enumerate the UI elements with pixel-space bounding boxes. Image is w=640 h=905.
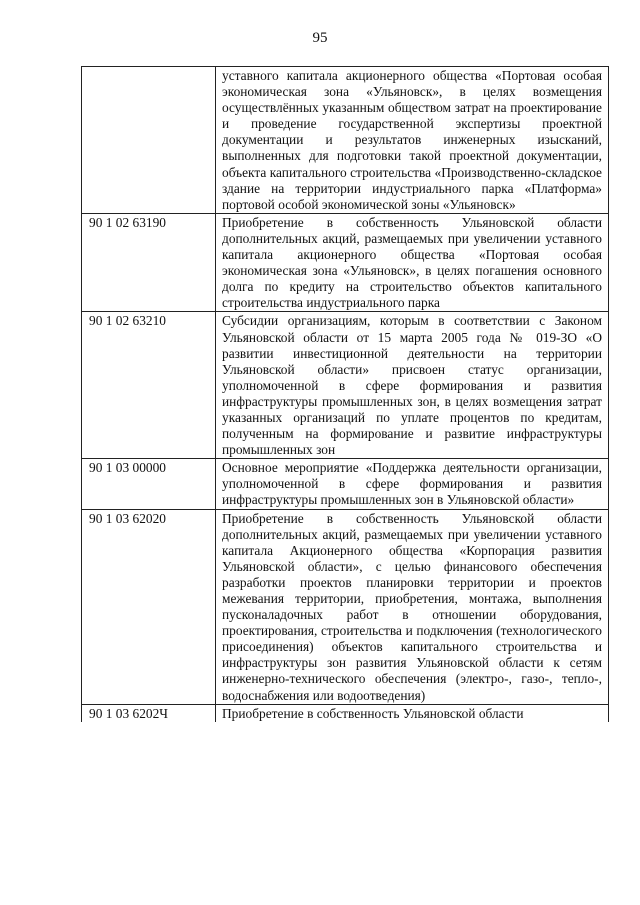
row-description: Приобретение в собственность Ульяновской области дополнительных акций, размещаемых при увеличении уставного капитала Акционерного общества «Корпорация развития Ульяновской области», с целью финансового обеспечения разработки проектов планировки территории и проектов межевания территории, приобретения, монтажа, выполнения пусконаладочных работ в отношении оборудования, проектирования, строительства и подключения (технологического присоединения) объектов капитального строительства и инфраструктуры зон развития Ульяновской области к сетям инженерно-технического обеспечения (электро-, газо-, тепло-, водоснабжения или водоотведения) — [216, 509, 609, 704]
row-code: 90 1 03 62020 — [82, 509, 216, 704]
row-code — [82, 67, 216, 214]
table-row — [82, 213, 609, 312]
table-row — [82, 509, 609, 704]
table-row — [82, 704, 609, 722]
budget-classification-table — [81, 66, 609, 722]
row-description: Приобретение в собственность Ульяновской области — [216, 704, 609, 722]
row-code: 90 1 03 6202Ч — [82, 704, 216, 722]
table-row — [82, 459, 609, 509]
row-code: 90 1 03 00000 — [82, 459, 216, 509]
row-description: Основное мероприятие «Поддержка деятельности организации, уполномоченной в сфере формирования и развития инфраструктуры промышленных зон в Ульяновской области» — [216, 459, 609, 509]
row-code: 90 1 02 63210 — [82, 312, 216, 459]
page-number: 95 — [312, 30, 328, 46]
row-description: Приобретение в собственность Ульяновской области дополнительных акций, размещаемых при увеличении уставного капитала акционерного общества «Портовая особая экономическая зона «Ульяновск», в целях погашения основного долга по кредиту на строительство объектов капитального строительства индустриального парка — [216, 213, 609, 312]
table-row — [82, 67, 609, 214]
table-row — [82, 312, 609, 459]
row-description: уставного капитала акционерного общества «Портовая особая экономическая зона «Ульяновск», в целях возмещения осуществлённых указанным обществом затрат на проектирование и проведение государственной экспертизы проектной документации и результатов инженерных изысканий, выполненных для подготовки такой проектной документации, объекта капитального строительства «Производственно-складское здание на территории индустриального парка «Платформа» портовой особой экономической зоны «Ульяновск» — [216, 67, 609, 214]
row-description: Субсидии организациям, которым в соответствии с Законом Ульяновской области от 15 марта 2005 года № 019-ЗО «О развитии инвестиционной деятельности на территории Ульяновской области» присвоен статус организации, уполномоченной в сфере формирования и развития инфраструктуры промышленных зон, в целях возмещения затрат указанных организаций по уплате процентов по кредитам, полученным на формирование и развитие инфраструктуры промышленных зон — [216, 312, 609, 459]
row-code: 90 1 02 63190 — [82, 213, 216, 312]
